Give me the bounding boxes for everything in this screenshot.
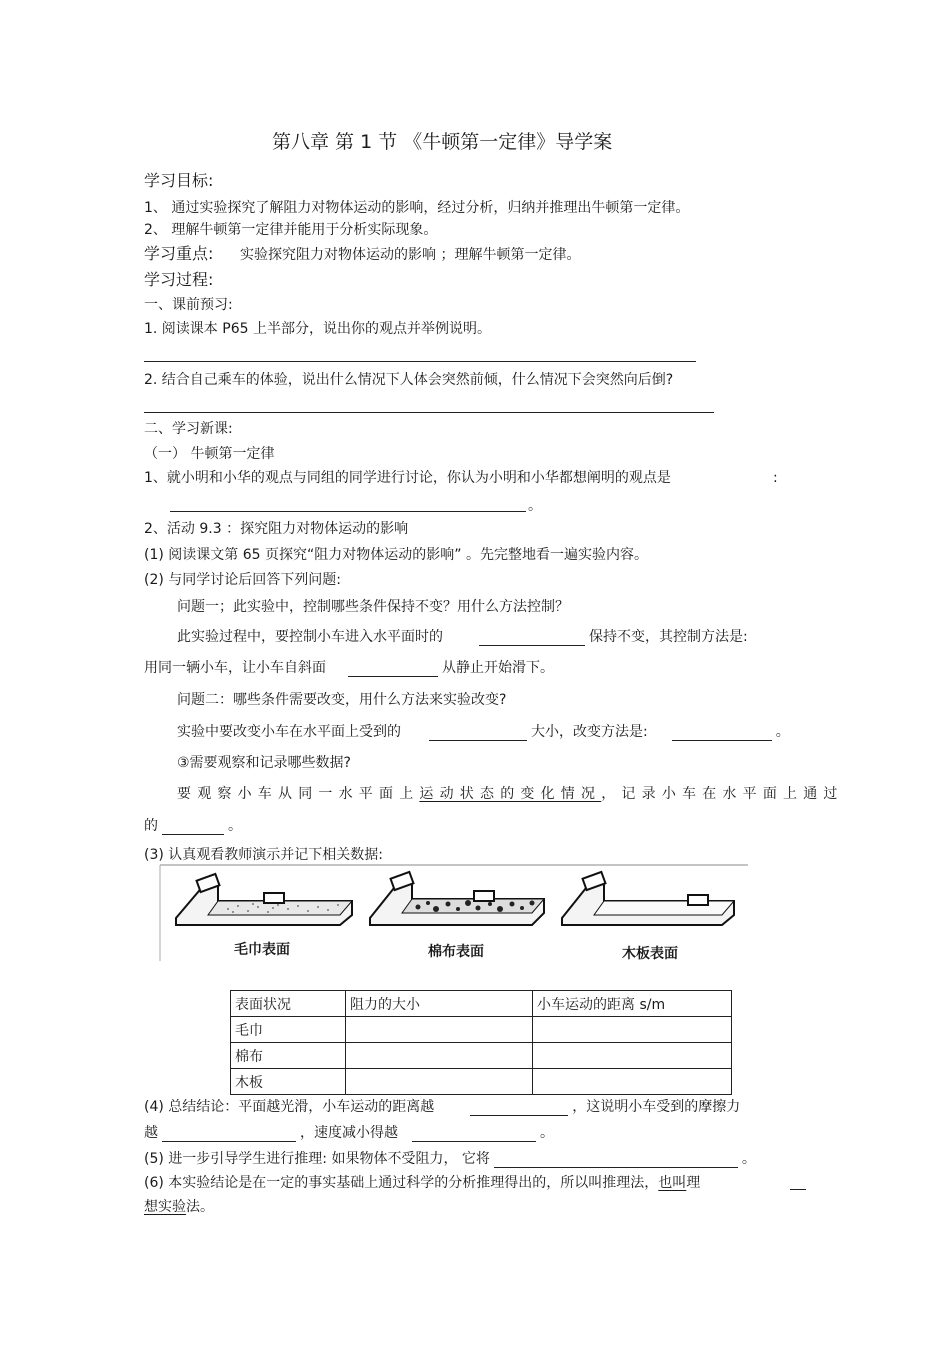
question-three-answer-1 [177, 785, 844, 803]
newlesson-item-1: 1、就小明和小华的观点与同组的同学进行讨论，你认为小明和小华都想阐明的观点是 [144, 470, 671, 486]
question-two-answer-1 [177, 723, 790, 741]
text: 法。 [186, 1199, 214, 1215]
cotton-ramp [370, 872, 544, 925]
text: 越 [144, 1125, 158, 1141]
table-cell: 木板 [231, 1069, 346, 1095]
step-6-line-2 [144, 1198, 214, 1216]
newlesson-heading: 二、学习新课: [144, 421, 233, 437]
answer-line [144, 361, 696, 362]
step-2: (2) 与同学讨论后回答下列问题: [144, 572, 341, 588]
question-two: 问题二：哪些条件需要改变，用什么方法来实验改变? [177, 692, 507, 708]
period: 。 [540, 1125, 554, 1141]
objectives-heading: 学习目标: [144, 171, 214, 190]
text: 此实验过程中，要控制小车进入水平面时的 [177, 629, 443, 645]
text: 保持不变，其控制方法是: [589, 629, 748, 645]
table-cell[interactable] [346, 1043, 533, 1069]
table-header-row [231, 991, 732, 1017]
table-row [231, 1069, 732, 1095]
newlesson-subheading: （一） 牛顿第一定律 [144, 446, 275, 462]
focus-heading: 学习重点: [144, 244, 214, 263]
step-3: (3) 认真观看教师演示并记下相关数据: [144, 847, 383, 863]
question-one: 问题一；此实验中，控制哪些条件保持不变？用什么方法控制？ [177, 599, 569, 615]
fill-blank [162, 1127, 296, 1142]
step-6-line-1 [144, 1174, 700, 1192]
focus-text: 实验探究阻力对物体运动的影响 ；理解牛顿第一定律。 [240, 247, 581, 263]
text: ，记录小车在水平面上通过 [601, 786, 844, 802]
text: 的 [144, 818, 158, 834]
preview-heading: 一、课前预习: [144, 297, 233, 313]
text: (5) 进一步引导学生进行推理: 如果物体不受阻力， 它将 [144, 1151, 490, 1167]
question-one-answer-1 [177, 628, 748, 646]
text: (6) 本实验结论是在一定的事实基础上通过科学的分析推理得出的，所以叫推理法， [144, 1175, 659, 1191]
table-header: 阻力的大小 [346, 991, 533, 1017]
figure-label-cotton: 棉布表面 [428, 944, 484, 960]
colon: : [773, 470, 778, 486]
table-cell[interactable] [533, 1017, 732, 1043]
text: 用同一辆小车，让小车自斜面 [144, 660, 326, 676]
figure-label-towel: 毛巾表面 [234, 942, 290, 958]
table-header: 表面状况 [231, 991, 346, 1017]
towel-ramp [176, 874, 352, 925]
step-4-line-1 [144, 1098, 740, 1116]
table-cell: 毛巾 [231, 1017, 346, 1043]
period: 。 [741, 1151, 756, 1167]
question-three: ③需要观察和记录哪些数据? [177, 755, 351, 771]
process-heading: 学习过程: [144, 270, 214, 289]
period: 。 [228, 818, 242, 834]
fill-blank [162, 820, 224, 835]
fill-blank [494, 1153, 738, 1168]
table-cell[interactable] [346, 1017, 533, 1043]
table-row [231, 1017, 732, 1043]
fill-blank [672, 726, 772, 741]
fill-blank [470, 1101, 568, 1116]
fill-blank [348, 662, 438, 677]
experiment-figure [156, 863, 752, 963]
text: (4) 总结结论：平面越光滑，小车运动的距离越 [144, 1099, 435, 1115]
text: ，速度减小得越 [300, 1125, 398, 1141]
table-row [231, 1043, 732, 1069]
table-cell[interactable] [346, 1069, 533, 1095]
fill-blank [412, 1127, 536, 1142]
table-cell[interactable] [533, 1069, 732, 1095]
preview-question-2: 2. 结合自己乘车的体验，说出什么情况下人体会突然前倾，什么情况下会突然向后倒? [144, 372, 674, 388]
fill-blank [429, 726, 527, 741]
preview-question-1: 1. 阅读课本 P65 上半部分，说出你的观点并举例说明。 [144, 321, 491, 337]
text: ，这说明小车受到的摩擦力 [572, 1099, 741, 1115]
newlesson-item-2: 2、活动 9.3 ：探究阻力对物体运动的影响 [144, 521, 409, 537]
objective-item: 1、 通过实验探究了解阻力对物体运动的影响，经过分析，归纳并推理出牛顿第一定律。 [144, 200, 690, 216]
table-cell[interactable] [533, 1043, 732, 1069]
text: 要观察小车从同一水平面上 [177, 786, 420, 802]
table-header: 小车运动的距离 s/m [533, 991, 732, 1017]
step-1: (1) 阅读课文第 65 页探究“阻力对物体运动的影响” 。先完整地看一遍实验内容。 [144, 547, 648, 563]
underlined-text: 想实验 [144, 1199, 186, 1215]
underlined-text: 运动状态的变化情况 [419, 786, 602, 802]
fill-blank [790, 1189, 806, 1190]
fill-blank [170, 511, 526, 512]
step-5 [144, 1150, 756, 1168]
step-4-line-2 [144, 1124, 554, 1142]
text: 实验中要改变小车在水平面上受到的 [177, 724, 401, 740]
objective-item: 2、 理解牛顿第一定律并能用于分析实际现象。 [144, 222, 438, 238]
answer-line [144, 412, 714, 413]
period: 。 [528, 498, 542, 514]
underlined-text: 也叫 [658, 1175, 687, 1191]
page-title: 第八章 第 1 节 《牛顿第一定律》导学案 [272, 131, 613, 153]
question-three-answer-2 [144, 817, 242, 835]
text: 从静止开始滑下。 [442, 660, 554, 676]
text: 大小，改变方法是: [531, 724, 648, 740]
figure-label-wood: 木板表面 [622, 946, 678, 962]
data-table [230, 990, 732, 1095]
table-cell: 棉布 [231, 1043, 346, 1069]
wood-ramp [562, 872, 734, 925]
text: 理 [686, 1175, 701, 1191]
period: 。 [775, 724, 790, 740]
fill-blank [479, 631, 585, 646]
question-one-answer-2 [144, 659, 554, 677]
